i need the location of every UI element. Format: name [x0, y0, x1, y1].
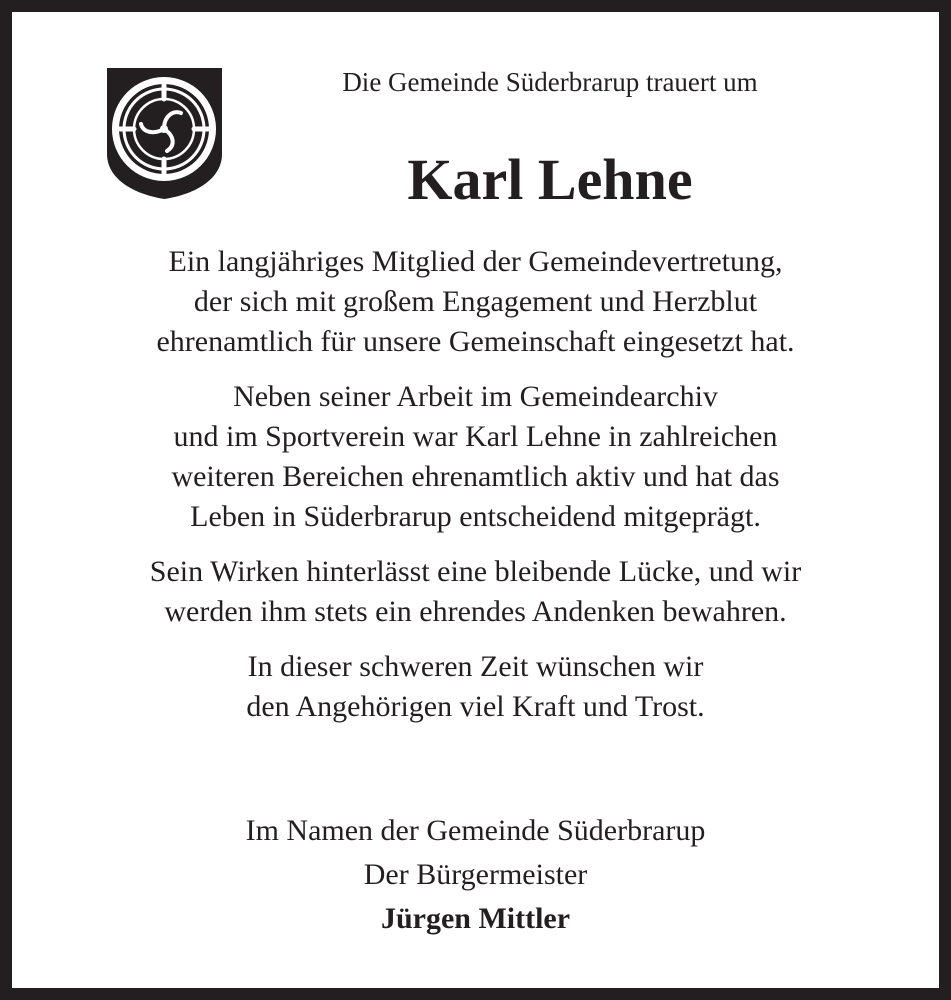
- paragraph: [12, 647, 939, 727]
- paragraph: [12, 242, 939, 362]
- deceased-name: Karl Lehne: [407, 147, 693, 212]
- paragraph: [12, 552, 939, 632]
- text-line: Ein langjähriges Mitglied der Gemeindevertretung,: [168, 245, 783, 278]
- text-line: den Angehörigen viel Kraft und Trost.: [246, 690, 705, 723]
- coat-of-arms-icon: [105, 66, 224, 200]
- text-line: Leben in Süderbrarup entscheidend mitgeprägt.: [190, 500, 761, 533]
- text-line: der sich mit großem Engagement und Herzblut: [193, 285, 758, 318]
- signature-line: Im Namen der Gemeinde Süderbrarup: [245, 814, 706, 847]
- obituary-notice: [12, 12, 939, 988]
- text-line: weiteren Bereichen ehrenamtlich aktiv und hat das: [171, 460, 780, 493]
- condolence-text: [12, 242, 939, 742]
- text-line: Neben seiner Arbeit im Gemeindearchiv: [233, 380, 718, 413]
- text-line: ehrenamtlich für unsere Gemeinschaft eingesetzt hat.: [156, 325, 795, 358]
- text-line: werden ihm stets ein ehrendes Andenken bewahren.: [164, 595, 787, 628]
- text-line: In dieser schweren Zeit wünschen wir: [247, 650, 704, 683]
- text-line: und im Sportverein war Karl Lehne in zahlreichen: [173, 420, 778, 453]
- signature-title: Der Bürgermeister: [363, 858, 588, 891]
- text-line: Sein Wirken hinterlässt eine bleibende Lücke, und wir: [149, 555, 802, 588]
- paragraph: [12, 377, 939, 537]
- signature-block: [12, 809, 939, 941]
- intro-line: Die Gemeinde Süderbrarup trauert um: [342, 67, 758, 97]
- signer-name: Jürgen Mittler: [380, 902, 571, 935]
